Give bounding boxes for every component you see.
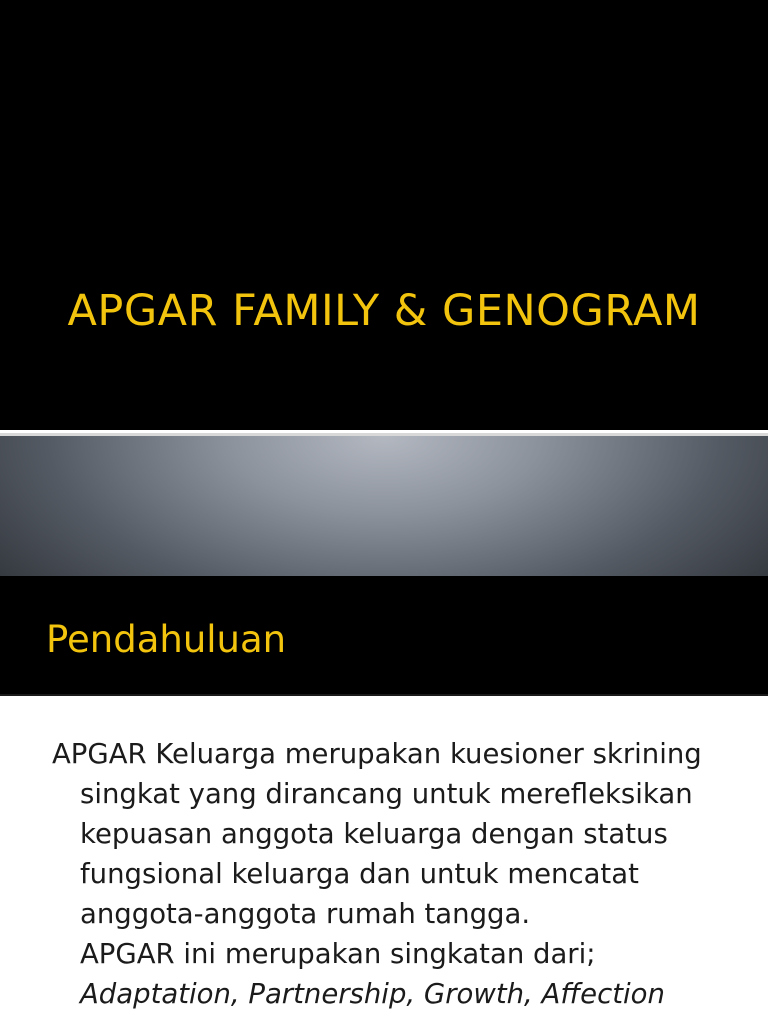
section-rule — [0, 694, 768, 696]
paragraph-line: kepuasan anggota keluarga dengan status — [80, 818, 668, 850]
paragraph-line: anggota-anggota rumah tangga. — [80, 898, 531, 930]
paragraph-line: singkat yang dirancang untuk merefleksikan — [80, 778, 693, 810]
gradient-band — [0, 436, 768, 576]
section-heading: Pendahuluan — [46, 618, 287, 661]
apgar-terms-line: Adaptation, Partnership, Growth, Affection — [80, 978, 665, 1010]
paragraph-line: APGAR ini merupakan singkatan dari; — [80, 938, 596, 970]
paragraph-line: fungsional keluarga dan untuk mencatat — [80, 858, 639, 890]
content-text — [52, 734, 752, 1014]
title-slide — [0, 0, 768, 430]
paragraph-line: APGAR Keluarga merupakan kuesioner skrining — [52, 738, 702, 770]
slide-title: APGAR FAMILY & GENOGRAM — [67, 286, 701, 336]
